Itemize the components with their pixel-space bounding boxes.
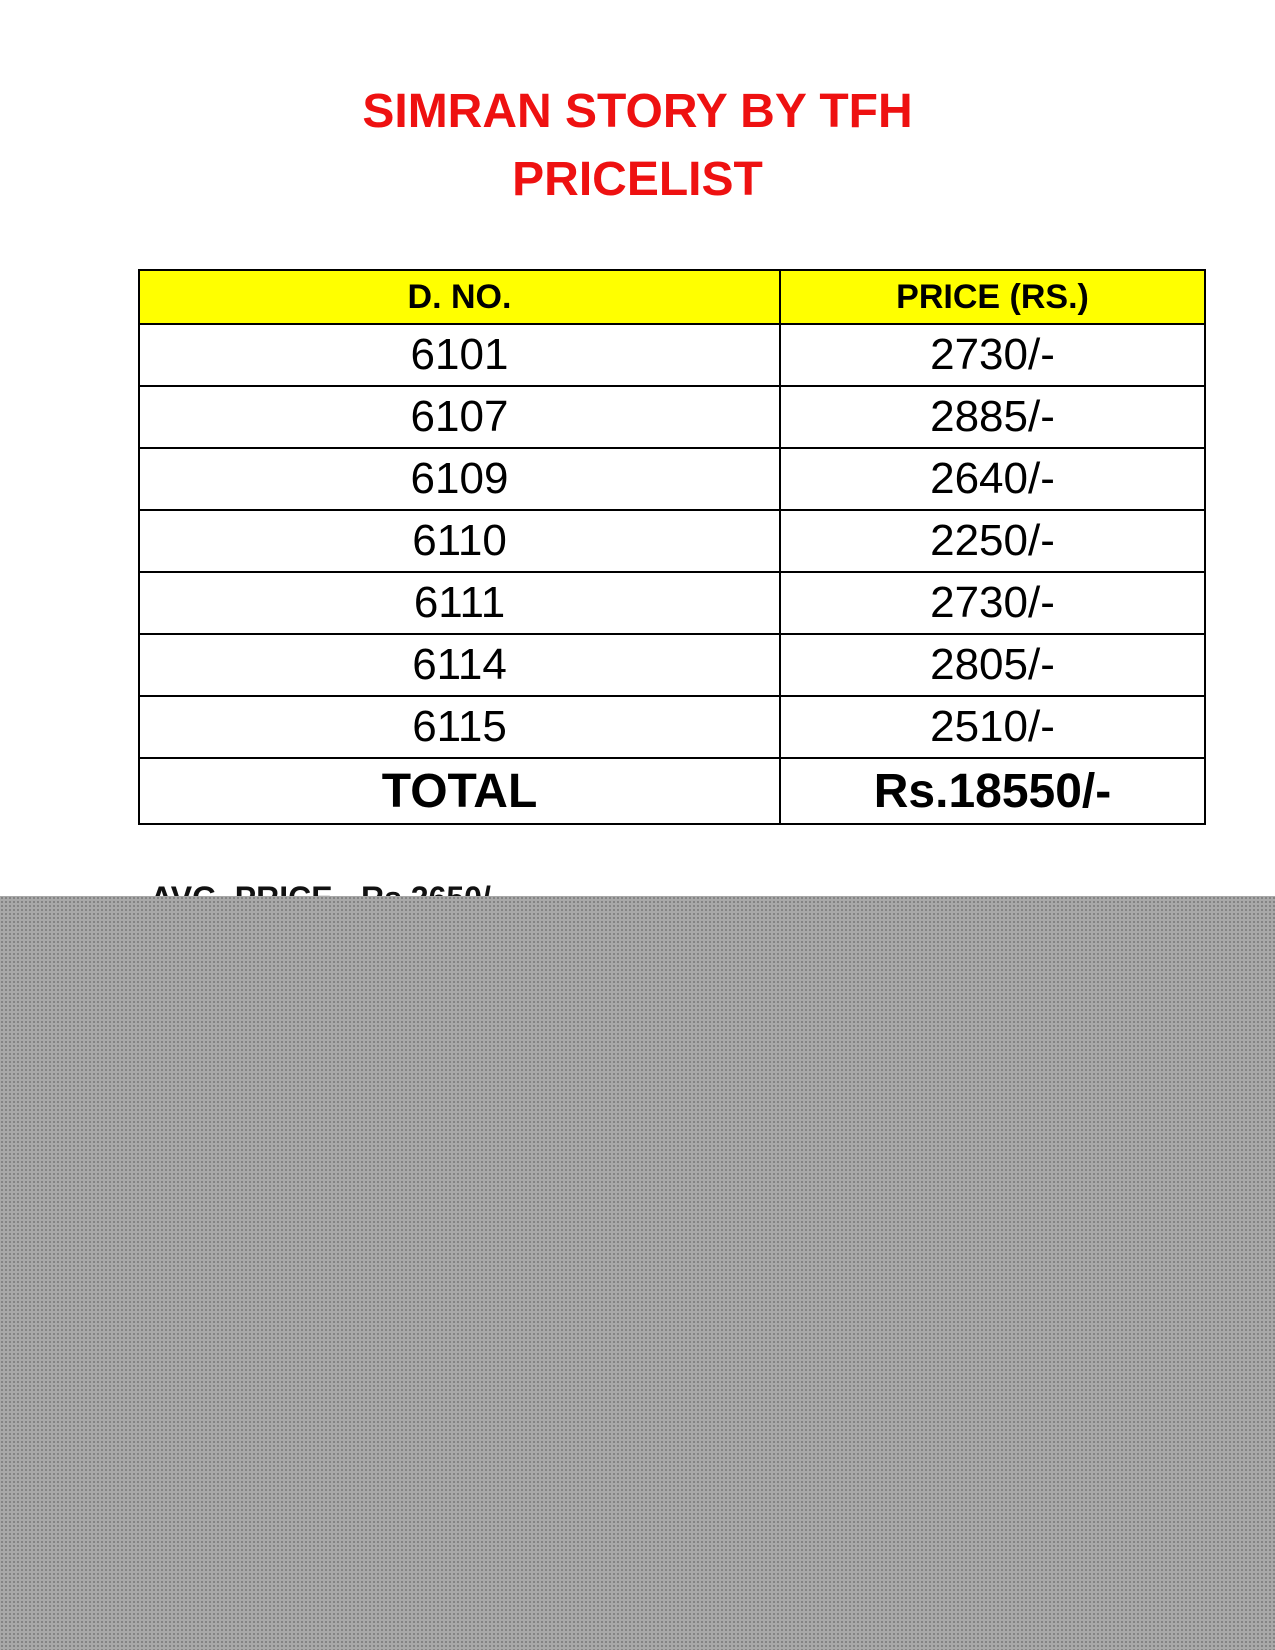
- header-price: PRICE (RS.): [780, 270, 1205, 324]
- document-subtitle: PRICELIST: [512, 153, 763, 206]
- table-row: [139, 634, 1205, 696]
- header-design-no: D. NO.: [139, 270, 780, 324]
- price-table: [138, 269, 1206, 825]
- redaction-overlay: [0, 896, 1275, 1650]
- price-cell: 2805/-: [780, 634, 1205, 696]
- table-row: [139, 386, 1205, 448]
- design-no-cell: 6107: [139, 386, 780, 448]
- total-row: [139, 758, 1205, 824]
- table-header-row: [139, 270, 1205, 324]
- table-row: [139, 324, 1205, 386]
- price-cell: 2730/-: [780, 572, 1205, 634]
- table-row: [139, 448, 1205, 510]
- table-row: [139, 572, 1205, 634]
- design-no-cell: 6110: [139, 510, 780, 572]
- price-cell: 2885/-: [780, 386, 1205, 448]
- design-no-cell: 6114: [139, 634, 780, 696]
- design-no-cell: 6109: [139, 448, 780, 510]
- table-row: [139, 696, 1205, 758]
- price-cell: 2730/-: [780, 324, 1205, 386]
- price-cell: 2250/-: [780, 510, 1205, 572]
- design-no-cell: 6101: [139, 324, 780, 386]
- design-no-cell: 6111: [139, 572, 780, 634]
- table-row: [139, 510, 1205, 572]
- total-value: Rs.18550/-: [780, 758, 1205, 824]
- price-cell: 2640/-: [780, 448, 1205, 510]
- document-title: SIMRAN STORY BY TFH: [362, 85, 913, 138]
- design-no-cell: 6115: [139, 696, 780, 758]
- price-cell: 2510/-: [780, 696, 1205, 758]
- total-label: TOTAL: [139, 758, 780, 824]
